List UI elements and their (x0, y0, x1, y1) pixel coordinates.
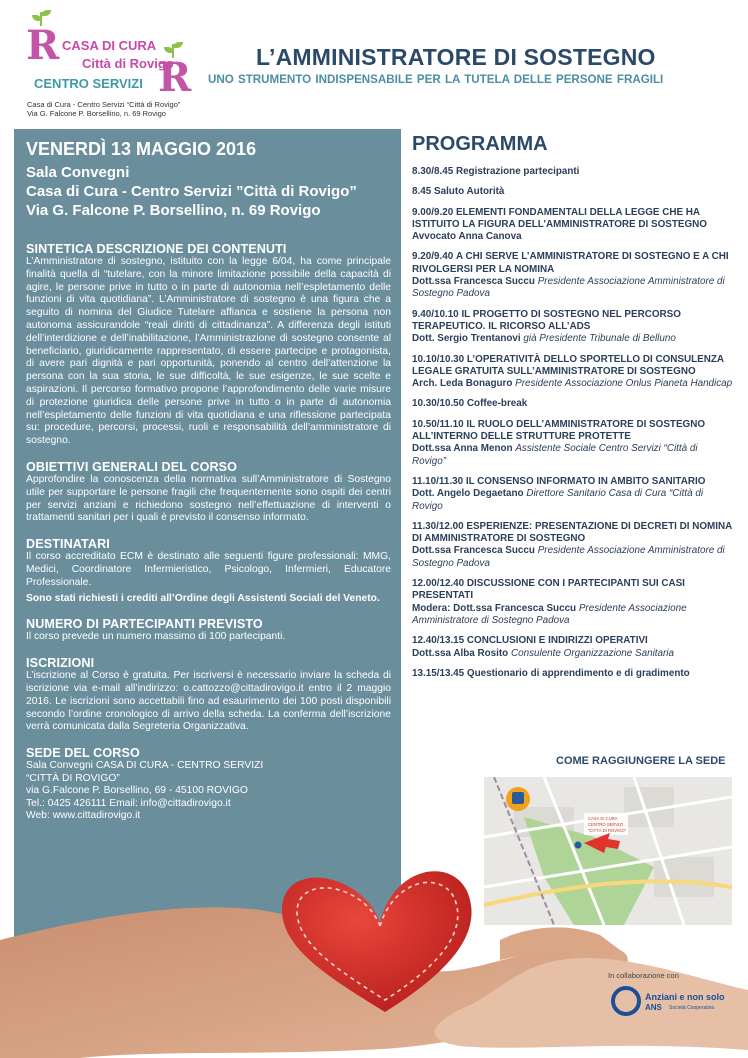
programma-title-text: ESPERIENZE: PRESENTAZIONE DI DECRETI DI NOMINA DI AMMINISTRATORE DI SOSTEGNO (412, 520, 732, 545)
map-label: CASA DI CURA (588, 816, 618, 821)
programma-role: Presidente Associazione Onlus Pianeta Handicap (515, 378, 733, 390)
programma-title-text: Saluto Autorità (433, 186, 505, 198)
section-heading: SINTETICA DESCRIZIONE DEI CONTENUTI (26, 242, 287, 256)
programma-title-text: DISCUSSIONE CON I PARTECIPANTI SUI CASI PRESENTATI (412, 578, 685, 602)
programma-speaker: Modera: Dott.ssa Francesca Succu (412, 602, 577, 614)
programma-speaker: Avvocato Anna Canova (412, 231, 522, 243)
programma-time: 8.45 (412, 186, 432, 198)
section-heading: OBIETTIVI GENERALI DEL CORSO (26, 459, 238, 474)
programma-item (412, 207, 734, 244)
programma-speaker: Dott. Angelo Degaetano (412, 488, 524, 500)
programma-role: Presidente Associazione Amministratore di Sostegno Padova (412, 545, 725, 569)
programma-time: 9.40/10.10 (412, 308, 459, 320)
programma-speaker: Dott.ssa Francesca Succu (412, 545, 535, 557)
map-label: CENTRO SERVIZI (588, 822, 624, 827)
map-label: “CITTÀ DI ROVIGO” (588, 828, 627, 833)
sede-details: Sala Convegni CASA DI CURA - CENTRO SERVIZI “CITTÀ DI ROVIGO” via G.Falcone P. Borsellino, 69 - 45100 ROVIGO Tel.: 0425 426111 Email: info@cittadirovigo.it Web: www.cittadirovigo.it (26, 760, 264, 822)
logo-line1: CASA DI CURA (62, 38, 157, 53)
section-heading: NUMERO DI PARTECIPANTI PREVISTO (26, 617, 263, 632)
programma-time: 12.40/13.15 (412, 635, 465, 647)
programma-role: già Presidente Tribunale di Belluno (523, 333, 676, 345)
programma-speaker: Dott. Sergio Trentanovi (412, 333, 521, 345)
programma-title: PROGRAMMA (412, 133, 548, 155)
programma-title-text: IL RUOLO DELL’AMMINISTRATORE DI SOSTEGNO ALL’INTERNO DELLE STRUTTURE PROTETTE (412, 418, 706, 443)
programma-item (412, 521, 734, 570)
section-text-bold: Sono stati richiesti i crediti all’Ordine degli Assistenti Sociali del Veneto. (26, 592, 380, 604)
programma-item (412, 354, 734, 391)
section-heading: DESTINATARI (26, 537, 110, 552)
section-text: Il corso accreditato ECM è destinato alle seguenti figure professionali: MMG, Medici, Coordinatore Infermieristico, Psicologo, Infermieri, Educatore Professionale. (26, 551, 391, 588)
logo-r-icon: R (26, 22, 60, 69)
programma-item (412, 186, 734, 198)
logo-r-icon: R (158, 54, 192, 101)
programma-item (412, 309, 734, 346)
ans-circle-icon (611, 986, 641, 1016)
programma-time: 13.15/13.45 (412, 667, 465, 679)
programma-time: 11.10/11.30 (412, 475, 464, 487)
page-subtitle: UNO STRUMENTO INDISPENSABILE PER LA TUTELA DELLE PERSONE FRAGILI (208, 73, 664, 86)
programma-time: 10.10/10.30 (412, 353, 465, 365)
collab-label: In collaborazione con (608, 971, 679, 980)
section-text: L’Amministratore di sostegno, istituito con la legge 6/04, ha come principale finalità quella di “tutelare, con la minore limitazione possibile della capacità di agire, le persone prive in tutto o in parte di autonomia nell’espletamento delle funzioni di vita quotidiana”. L’Amministratore di sostegno è una figura che a seguito di nomina del Giudice Tutelare affianca e sostiene la persona non autonoma assicurandole “reali diritti di cittadinanza”. A differenza degli istituti dell’interdizione e dell’inabilitazione, l’Amministrazione di sostegno consente al beneficiario, giuridicamente rappresentato, di essere partecipe e protagonista, di avere pari dignità e pari opportunità, ponendo al centro dell’attenzione la persona con la sua storia, le sue difficoltà, le sue esigenze, le sue scelte e aspirazioni. Il percorso formativo propone l’approfondimento delle varie misure di protezione giuridica delle persone prive in tutto o in parte di autonomia nell’espletamento delle funzioni di vita quotidiana e una riflessione partecipata su: procedure, percorsi, processi, ruoli e responsabilità dell’amministratore di sostegno. (26, 256, 391, 447)
programma-item (412, 166, 734, 178)
section-text: Approfondire la conoscenza della normativa sull’Amministratore di Sostegno utile per supportare le persone fragili che frequentemente sono ospiti dei centri per servizi anziani e richiedono sostegno nell’effettuazione di interventi o trattamenti sanitari per i quali è previsto il consenso informato. (26, 473, 391, 524)
programma-role: Presidente Associazione Amministratore di Sostegno Padova (412, 276, 725, 300)
location-pin-icon (575, 842, 582, 849)
programma-time: 9.20/9.40 (412, 251, 454, 263)
programma-time: 12.00/12.40 (412, 578, 465, 590)
logo-line3: CENTRO SERVIZI (34, 76, 143, 91)
programma-time: 8.30/8.45 (412, 166, 454, 177)
programma-time: 10.30/10.50 (412, 398, 465, 410)
programma-role: Direttore Sanitario Casa di Cura “Città di Rovigo (412, 488, 704, 512)
programma-role: Assistente Sociale Centro Servizi “Città di Rovigo” (412, 443, 698, 467)
programma-title-text: ELEMENTI FONDAMENTALI DELLA LEGGE CHE HA ISTITUITO LA FIGURA DELL’AMMINISTRATORE DI SOSTEGNO (412, 206, 707, 230)
location-map[interactable] (484, 777, 732, 925)
programma-title-text: A CHI SERVE L’AMMINISTRATORE DI SOSTEGNO E A CHI RIVOLGERSI PER LA NOMINA (412, 251, 729, 275)
programma-item (412, 578, 734, 627)
programma-title-text: L’OPERATIVITÀ DELLO SPORTELLO DI CONSULENZA LEGALE GRATUITA SULL’AMMINISTRATORE DI SOSTEGNO (412, 353, 724, 377)
programma-item (412, 668, 734, 680)
programma-time: 10.50/11.10 (412, 418, 464, 430)
event-date: VENERDÌ 13 MAGGIO 2016 (26, 139, 257, 159)
programma-speaker: Dott.ssa Anna Menon (412, 443, 513, 455)
programma-title-text: IL PROGETTO DI SOSTEGNO NEL PERCORSO TERAPEUTICO. IL RICORSO ALL’ADS (412, 308, 681, 332)
programma-role: Presidente Associazione Amministratore di Sostegno Padova (412, 602, 687, 626)
programma-list (412, 166, 734, 688)
programma-item (412, 419, 734, 468)
programma-time: 9.00/9.20 (412, 206, 454, 218)
programma-item (412, 251, 734, 300)
section-heading: ISCRIZIONI (26, 656, 95, 671)
programma-speaker: Dott.ssa Francesca Succu (412, 276, 535, 288)
event-venue: Sala Convegni Casa di Cura - Centro Servizi ”Città di Rovigo” Via G. Falcone P. Borsellino, n. 69 Rovigo (26, 164, 357, 219)
section-heading: SEDE DEL CORSO (26, 746, 140, 761)
train-station-icon (506, 787, 530, 811)
programma-role: Consulente Organizzazione Sanitaria (510, 647, 674, 659)
programma-item (412, 635, 734, 660)
logo (22, 8, 202, 101)
programma-time: 11.30/12.00 (412, 520, 464, 532)
programma-item (412, 398, 734, 410)
directions-heading: COME RAGGIUNGERE LA SEDE (556, 755, 726, 767)
programma-title-text: IL CONSENSO INFORMATO IN AMBITO SANITARIO (465, 475, 706, 487)
programma-title-text: Questionario di apprendimento e di gradimento (466, 667, 690, 679)
page-title: L’AMMINISTRATORE DI SOSTEGNO (256, 44, 656, 70)
ans-logo: Anziani e non solo ANS Società Cooperativa (611, 986, 741, 1020)
programma-title-text: Registrazione partecipanti (455, 166, 580, 177)
header-address: Casa di Cura - Centro Servizi “Città di Rovigo” Via G. Falcone P. Borsellino, n. 69 Rovigo (27, 100, 181, 118)
programma-item (412, 476, 734, 513)
programma-speaker: Arch. Leda Bonaguro (412, 378, 513, 390)
section-text: Il corso prevede un numero massimo di 100 partecipanti. (26, 631, 286, 643)
programma-speaker: Dott.ssa Alba Rosito (412, 647, 509, 659)
programma-title-text: Coffee-break (466, 398, 528, 410)
section-text: L’iscrizione al Corso è gratuita. Per iscriversi è necessario inviare la scheda di iscrizione via e-mail all’indirizzo: o.cattozzo@cittadirovigo.it entro il 2 maggio 2016. Le iscrizioni sono accettabili fino ad esaurimento dei 100 posti disponibili secondo l’ordine cronologico di arrivo della scheda. La conferma dell’iscrizione verrà comunicata dalla Segreteria Organizzativa. (26, 670, 391, 733)
programma-title-text: CONCLUSIONI E INDIRIZZI OPERATIVI (466, 635, 648, 647)
logo-line2: Città di Rovigo (82, 56, 174, 71)
